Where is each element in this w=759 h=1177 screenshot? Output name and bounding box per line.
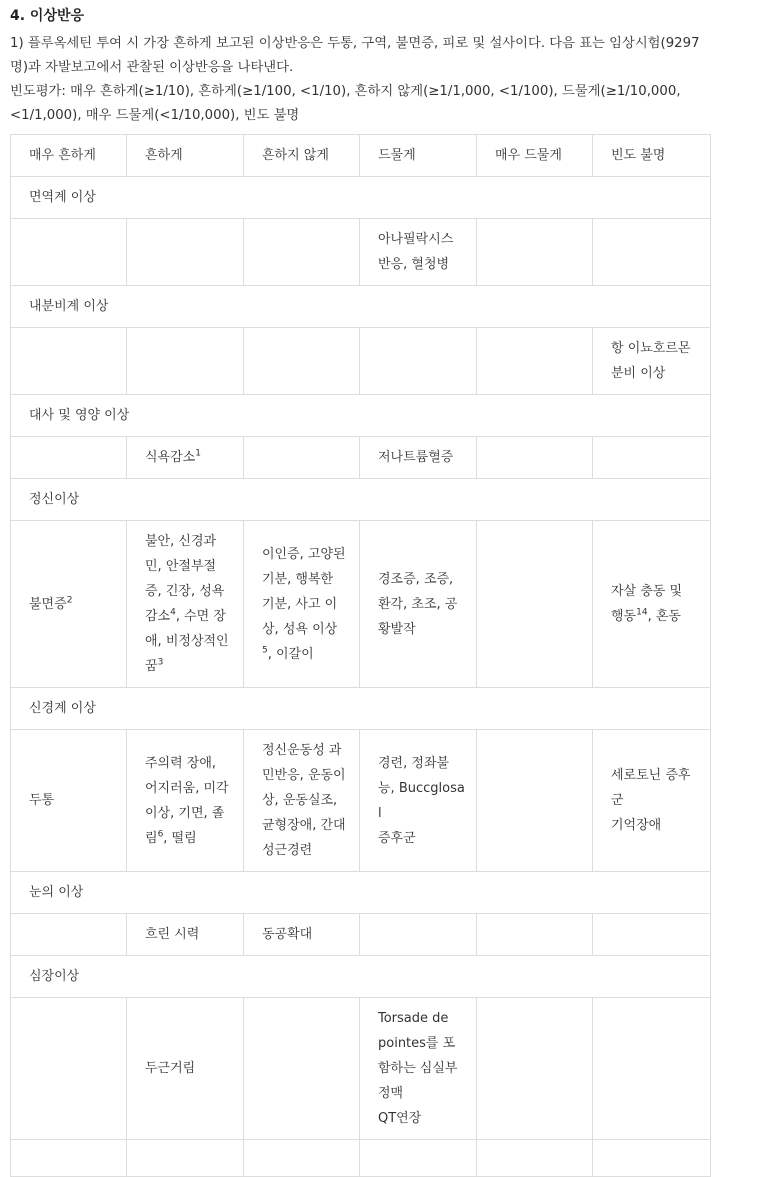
cell-text: 군 — [611, 793, 624, 808]
table-cell — [593, 914, 711, 956]
table-cell — [127, 219, 244, 286]
table-cell — [360, 914, 477, 956]
footnote-marker: 1 — [195, 448, 201, 459]
cell-text: 감소 — [145, 609, 171, 624]
header-unknown: 빈도 불명 — [593, 135, 711, 177]
cell-text: 기분, 사고 이 — [262, 596, 338, 612]
cell-text: 흐린 시력 — [145, 927, 200, 942]
table-cell — [477, 914, 593, 956]
group-immune: 면역계 이상 — [11, 177, 711, 219]
cell-text: 애, 비정상적인 — [145, 634, 229, 649]
cell-text: 능, Buccglosal — [378, 780, 465, 821]
table-row — [11, 219, 711, 286]
cell-text: 세로토닌 증후 — [611, 768, 691, 783]
section-title: 4. 이상반응 — [10, 8, 85, 24]
cell-text: 환각, 초조, 공 — [378, 596, 458, 612]
table-cell — [244, 914, 360, 956]
table-cell — [360, 521, 477, 688]
table-cell — [477, 730, 593, 872]
cell-text: 아나필락시스 — [378, 232, 454, 247]
table-cell — [127, 730, 244, 872]
table-cell — [244, 998, 360, 1140]
cell-text: , 이갈이 — [267, 646, 314, 662]
cell-text: 어지러움, 미각 — [145, 780, 229, 796]
group-eye: 눈의 이상 — [11, 872, 711, 914]
table-cell — [11, 730, 127, 872]
footnote-marker: 6 — [157, 829, 164, 840]
table-cell — [11, 914, 127, 956]
group-cardiac: 심장이상 — [11, 956, 711, 998]
cell-text: 정맥 — [378, 1086, 404, 1101]
cell-text: 이상, 기면, 졸 — [145, 805, 225, 821]
cell-text: 정신운동성 과 — [262, 743, 342, 758]
table-cell — [11, 521, 127, 688]
cell-text: 동공확대 — [262, 927, 313, 942]
intro-line: 1) 플루옥세틴 투여 시 가장 흔하게 보고된 이상반응은 두통, 구역, 불면증, 피로 및 설사이다. 다음 표는 임상시험(9297 — [10, 36, 700, 51]
cell-text: 림 — [145, 830, 158, 846]
table-cell — [477, 437, 593, 479]
table-cell — [11, 437, 127, 479]
table-cell — [477, 328, 593, 395]
intro-line: <1/1,000), 매우 드물게(<1/10,000), 빈도 불명 — [10, 108, 300, 123]
table-cell — [244, 328, 360, 395]
intro-text — [10, 32, 749, 128]
table-cell — [477, 521, 593, 688]
table-cell — [360, 328, 477, 395]
table-cell — [127, 328, 244, 395]
cell-text: 불면증 — [29, 596, 67, 612]
cell-text: 함하는 심실부 — [378, 1061, 458, 1076]
table-cell — [360, 998, 477, 1140]
table-cell — [593, 1140, 711, 1177]
header-uncommon: 흔하지 않게 — [244, 135, 360, 177]
footnote-marker: 5 — [262, 645, 268, 656]
table-cell — [127, 521, 244, 688]
cell-text: 자살 충동 및 — [611, 584, 683, 599]
group-row — [11, 688, 711, 730]
intro-line: 명)과 자발보고에서 관찰된 이상반응을 나타낸다. — [10, 60, 294, 75]
cell-text: 성근경련 — [262, 843, 313, 858]
table-row — [11, 521, 711, 688]
cell-text: 불안, 신경과 — [145, 534, 217, 549]
group-row — [11, 395, 711, 437]
cell-text: QT연장 — [378, 1111, 422, 1126]
table-cell — [360, 730, 477, 872]
header-very-rare: 매우 드물게 — [477, 135, 593, 177]
table-row — [11, 914, 711, 956]
table-cell — [360, 437, 477, 479]
cell-text: 꿈 — [145, 659, 158, 674]
cell-text: 반응, 혈청병 — [378, 257, 450, 272]
table-cell — [127, 914, 244, 956]
intro-line: 빈도평가: 매우 흔하게(≥1/10), 흔하게(≥1/100, <1/10), 흔하지 않게(≥1/1,000, <1/100), 드물게(≥1/10,000, — [10, 84, 681, 99]
table-header-row — [11, 135, 711, 177]
table-cell — [127, 998, 244, 1140]
group-nervous: 신경계 이상 — [11, 688, 711, 730]
cell-text: , 떨림 — [163, 830, 197, 846]
cell-text: 저나트륨혈증 — [378, 450, 454, 465]
table-cell — [127, 437, 244, 479]
table-cell — [593, 437, 711, 479]
table-cell — [244, 1140, 360, 1177]
table-cell — [127, 1140, 244, 1177]
table-cell — [11, 219, 127, 286]
cell-text: 상, 성욕 이상 — [262, 621, 338, 637]
cell-text: 분비 이상 — [611, 366, 666, 381]
footnote-marker: 3 — [157, 657, 164, 668]
cell-text: 이인증, 고양된 — [262, 546, 346, 562]
table-cell — [11, 998, 127, 1140]
cell-text: 증, 긴장, 성욕 — [145, 584, 225, 599]
cell-text: 항 이뇨호르몬 — [611, 341, 691, 356]
footnote-marker: 2 — [66, 595, 73, 606]
cell-text: 행동 — [611, 609, 637, 624]
cell-text: 민, 안절부절 — [145, 559, 217, 574]
header-common: 흔하게 — [127, 135, 244, 177]
table-cell — [244, 521, 360, 688]
group-endocrine: 내분비계 이상 — [11, 286, 711, 328]
group-row — [11, 286, 711, 328]
footnote-marker: 14 — [636, 607, 648, 618]
table-cell — [244, 730, 360, 872]
cell-text: 기분, 행복한 — [262, 571, 334, 587]
table-cell — [11, 328, 127, 395]
cell-text: 두통 — [29, 793, 55, 808]
group-metabolism: 대사 및 영양 이상 — [11, 395, 711, 437]
table-row — [11, 730, 711, 872]
group-psychiatric: 정신이상 — [11, 479, 711, 521]
table-cell — [244, 219, 360, 286]
header-rare: 드물게 — [360, 135, 477, 177]
table-cell — [593, 521, 711, 688]
cell-text: 주의력 장애, — [145, 755, 217, 771]
cell-text: , 혼동 — [647, 609, 681, 624]
group-row — [11, 479, 711, 521]
group-row — [11, 872, 711, 914]
table-cell — [360, 219, 477, 286]
cell-text: 상, 운동실조, — [262, 793, 338, 808]
cell-text: 민반응, 운동이 — [262, 768, 346, 783]
group-row — [11, 956, 711, 998]
table-row — [11, 998, 711, 1140]
cell-text: pointes를 포 — [378, 1036, 456, 1051]
cell-text: 두근거림 — [145, 1061, 196, 1076]
table-row — [11, 328, 711, 395]
table-row — [11, 437, 711, 479]
cell-text: 균형장애, 간대 — [262, 818, 346, 833]
cell-text: 경조증, 조증, — [378, 571, 454, 587]
cell-text: 식욕감소 — [145, 450, 196, 465]
table-cell — [593, 219, 711, 286]
cell-text: 기억장애 — [611, 818, 662, 833]
table-cell — [477, 1140, 593, 1177]
table-cell — [593, 328, 711, 395]
table-cell — [244, 437, 360, 479]
table-cell — [477, 219, 593, 286]
adverse-reactions-table — [10, 134, 711, 1177]
group-row — [11, 177, 711, 219]
cell-text: 경련, 정좌불 — [378, 755, 450, 771]
table-row — [11, 1140, 711, 1177]
table-cell — [593, 730, 711, 872]
table-cell — [477, 998, 593, 1140]
header-very-common: 매우 흔하게 — [11, 135, 127, 177]
table-cell — [11, 1140, 127, 1177]
cell-text: , 수면 장 — [175, 609, 226, 624]
footnote-marker: 4 — [170, 607, 176, 618]
table-cell — [360, 1140, 477, 1177]
cell-text: Torsade de — [378, 1011, 449, 1026]
cell-text: 황발작 — [378, 621, 416, 637]
cell-text: 증후군 — [378, 830, 416, 846]
table-cell — [593, 998, 711, 1140]
